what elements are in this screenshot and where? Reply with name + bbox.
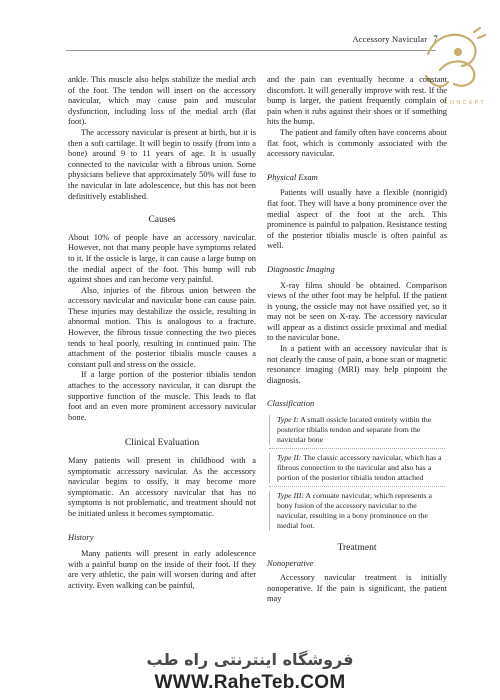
header-rule (66, 50, 436, 51)
page-number: 7 (433, 34, 438, 44)
paragraph: The accessory navicular is present at birth, but it is then a soft cartilage. It will begin to ossify (from into a bone) around 9 to 11 years of age. It is usually connected to the navicular with a fibrous union. Some physicians believe that approximately 50% will fuse to the navicular in late adolescence, but this has not been definitively established. (68, 127, 256, 201)
subheading-classification: Classification (267, 398, 315, 409)
section-heading-treatment: Treatment (337, 542, 377, 554)
paragraph: The patient and family often have concerns about flat foot, which is commonly associated with the accessory navicular. (267, 127, 447, 159)
paragraph: Also, injuries of the fibrous union between the accessory navicular and navicular bone can cause pain. These injuries may destabilize the ossicle, resulting in abnormal motion. This is analogous to a fracture. However, the fibrous tissue connecting the two pieces tends to heal poorly, resulting in continued pain. The attachment of the posterior tibialis muscle causes a constant pull and stress on the ossicle. (68, 285, 256, 369)
subheading-nonoperative: Nonoperative (267, 557, 314, 568)
type-text: A small ossicle located entirely within the posterior tibialis tendon and separate from the navicular bone (277, 415, 432, 445)
section-heading-causes: Causes (148, 214, 176, 226)
watermark-url: WWW.RaheTeb.COM (154, 672, 346, 693)
paragraph: If a large portion of the posterior tibialis tendon attaches to the accessory navicular, it can disrupt the supportive function of the muscle. This leads to flat foot and an even more prominent accessory navicular bone. (68, 370, 256, 422)
paragraph: Many patients will present in childhood with a symptomatic accessory navicular. As the accessory navicular begins to ossify, it may become more symptomatic. An accessory navicular that has no symptoms is not problematic, and treatment should not be initiated unless it becomes symptomatic. (68, 456, 256, 518)
watermark-persian-text: فروشگاه اینترنتی راه طب (146, 650, 354, 669)
left-column (68, 75, 256, 592)
logo-caption: CONCEPT (443, 100, 486, 106)
paragraph: About 10% of people have an accessory navicular. However, not that many people have symptoms related to it. If the ossicle is large, it can cause a large bump on the medial aspect of the foot. This bump will rub against shoes and can become very painful. (68, 232, 256, 285)
paragraph: ankle. This muscle also helps stabilize the medial arch of the foot. The tendon will insert on the accessory navicular, which may cause pain and muscular dysfunction, including loss of the medial arch (flat foot). (68, 75, 256, 127)
paragraph: In a patient with an accessory navicular that is not clearly the cause of pain, a bone scan or magnetic resonance imaging (MRI) may help pinpoint the diagnosis. (267, 344, 447, 385)
running-title: Accessory Navicular (352, 34, 428, 44)
paragraph: Many patients will present in early adolescence with a painful bump on the inside of their foot. If they are very athletic, the pain will worsen during and after activity. Even walking can be painful, (68, 549, 256, 590)
paragraph: and the pain can eventually become a constant discomfort. It will generally improve with rest. If the bump is larger, the patient frequently complain of pain when it rubs against their shoes or if something hits the bump. (267, 75, 447, 127)
type-label: Type II: (277, 453, 302, 463)
type-text: The classic accessory navicular, which has a fibrous connection to the navicular and also has a portion of the posterior tibialis tendon attached (277, 453, 442, 483)
type-label: Type I: (277, 415, 299, 425)
subheading-diagnostic-imaging: Diagnostic Imaging (267, 263, 335, 274)
classification-type-2 (269, 453, 447, 483)
classification-type-3 (269, 491, 447, 531)
paragraph: Patients will usually have a flexible (nonrigid) flat foot. They will have a bony prominence over the medial aspect of the foot at the arch. This prominence is painful to palpation. Resistance testing of the posterior tibialis muscle is often painful as well. (267, 188, 447, 251)
type-text: A cornuate navicular, which represents a bony fusion of the accessory navicular to the navicular, resulting in a bony prominence on the medial foot. (277, 491, 433, 531)
classification-type-1 (269, 415, 447, 445)
paragraph: Accessory navicular treatment is initially nonoperative. If the pain is significant, the patient may (267, 573, 447, 604)
subheading-history: History (68, 531, 94, 542)
subheading-physical-exam: Physical Exam (267, 171, 318, 182)
section-heading-clinical-evaluation: Clinical Evaluation (124, 437, 200, 449)
right-column (267, 75, 447, 605)
paragraph: X-ray films should be obtained. Comparison views of the other foot may be helpful. If the patient is young, the ossicle may not have ossified yet, so it may not be seen on X-ray. The accessory navicular will appear as a distinct ossicle proximal and medial to the navicular bone. (267, 280, 447, 343)
type-label: Type III: (277, 491, 304, 501)
